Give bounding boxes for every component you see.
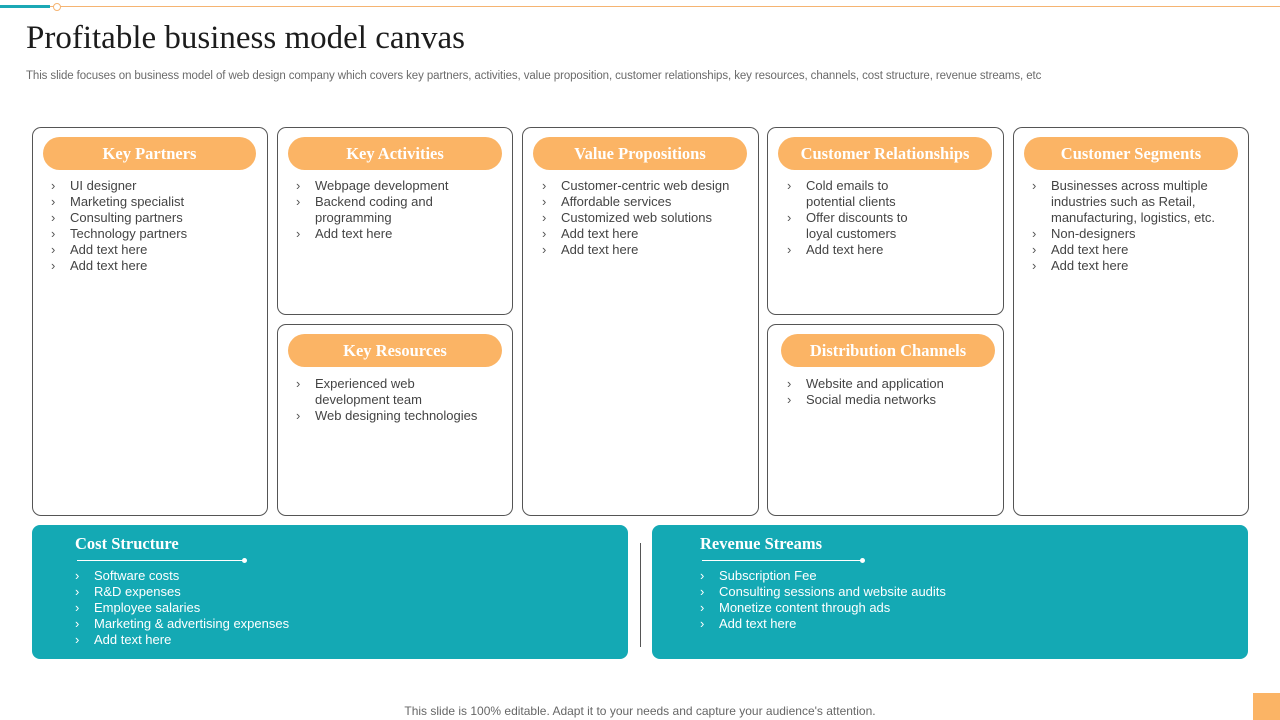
list-item: › Cold emails to potential clients bbox=[784, 178, 999, 210]
top-accent-bar bbox=[0, 5, 50, 8]
list-item: › Add text here bbox=[293, 226, 508, 242]
list-item: › UI designer bbox=[48, 178, 263, 194]
list-item: › Backend coding and programming bbox=[293, 194, 508, 226]
list-item: › Offer discounts to loyal customers bbox=[784, 210, 999, 242]
list-item: › Consulting partners bbox=[48, 210, 263, 226]
list-item: › Add text here bbox=[1029, 242, 1244, 258]
list-item: › Add text here bbox=[539, 226, 757, 242]
customer-segments-list bbox=[1029, 178, 1244, 274]
key-activities-list bbox=[293, 178, 508, 242]
list-item: › Add text here bbox=[784, 242, 999, 258]
revenue-streams-heading: Revenue Streams bbox=[700, 534, 823, 553]
slide-subtitle: This slide focuses on business model of web design company which covers key partners, activities, value proposition, customer relationships, key resources, channels, cost structure, revenue streams, etc bbox=[26, 70, 1042, 82]
list-item: › Website and application bbox=[784, 376, 999, 392]
revenue-streams-panel bbox=[652, 525, 1248, 659]
list-item: › Experienced web development team bbox=[293, 376, 508, 408]
key-partners-heading: Key Partners bbox=[43, 137, 256, 170]
revenue-streams-list bbox=[697, 568, 1097, 632]
list-item: › Subscription Fee bbox=[697, 568, 1097, 584]
cost-structure-rule bbox=[77, 560, 244, 561]
customer-relationships-heading: Customer Relationships bbox=[778, 137, 992, 170]
list-item: › Add text here bbox=[48, 242, 263, 258]
top-rule-dot bbox=[53, 3, 61, 11]
value-propositions-list bbox=[539, 178, 757, 258]
footer-note: This slide is 100% editable. Adapt it to your needs and capture your audience's attention. bbox=[404, 704, 876, 718]
list-item: › R&D expenses bbox=[72, 584, 472, 600]
list-item: › Consulting sessions and website audits bbox=[697, 584, 1097, 600]
list-item: › Marketing & advertising expenses bbox=[72, 616, 472, 632]
list-item: › Webpage development bbox=[293, 178, 508, 194]
key-partners-list bbox=[48, 178, 263, 274]
list-item: › Businesses across multiple industries such as Retail, manufacturing, logistics, etc. bbox=[1029, 178, 1244, 226]
cost-structure-panel bbox=[32, 525, 628, 659]
corner-accent bbox=[1253, 693, 1280, 720]
top-rule bbox=[0, 6, 1280, 7]
cost-structure-heading: Cost Structure bbox=[75, 534, 179, 553]
list-item: › Employee salaries bbox=[72, 600, 472, 616]
customer-segments-heading: Customer Segments bbox=[1024, 137, 1238, 170]
value-propositions-heading: Value Propositions bbox=[533, 137, 747, 170]
distribution-channels-list bbox=[784, 376, 999, 408]
cost-structure-list bbox=[72, 568, 472, 648]
list-item: › Social media networks bbox=[784, 392, 999, 408]
slide-title: Profitable business model canvas bbox=[26, 20, 465, 56]
bottom-divider bbox=[640, 543, 641, 647]
list-item: › Customized web solutions bbox=[539, 210, 757, 226]
list-item: › Add text here bbox=[697, 616, 1097, 632]
list-item: › Add text here bbox=[72, 632, 472, 648]
key-resources-heading: Key Resources bbox=[288, 334, 502, 367]
list-item: › Add text here bbox=[1029, 258, 1244, 274]
list-item: › Software costs bbox=[72, 568, 472, 584]
list-item: › Add text here bbox=[48, 258, 263, 274]
list-item: › Non-designers bbox=[1029, 226, 1244, 242]
list-item: › Web designing technologies bbox=[293, 408, 508, 424]
list-item: › Affordable services bbox=[539, 194, 757, 210]
list-item: › Add text here bbox=[539, 242, 757, 258]
list-item: › Technology partners bbox=[48, 226, 263, 242]
key-activities-heading: Key Activities bbox=[288, 137, 502, 170]
list-item: › Customer-centric web design bbox=[539, 178, 757, 194]
list-item: › Monetize content through ads bbox=[697, 600, 1097, 616]
customer-relationships-list bbox=[784, 178, 999, 258]
key-resources-list bbox=[293, 376, 508, 424]
list-item: › Marketing specialist bbox=[48, 194, 263, 210]
revenue-streams-rule bbox=[702, 560, 862, 561]
distribution-channels-heading: Distribution Channels bbox=[781, 334, 995, 367]
